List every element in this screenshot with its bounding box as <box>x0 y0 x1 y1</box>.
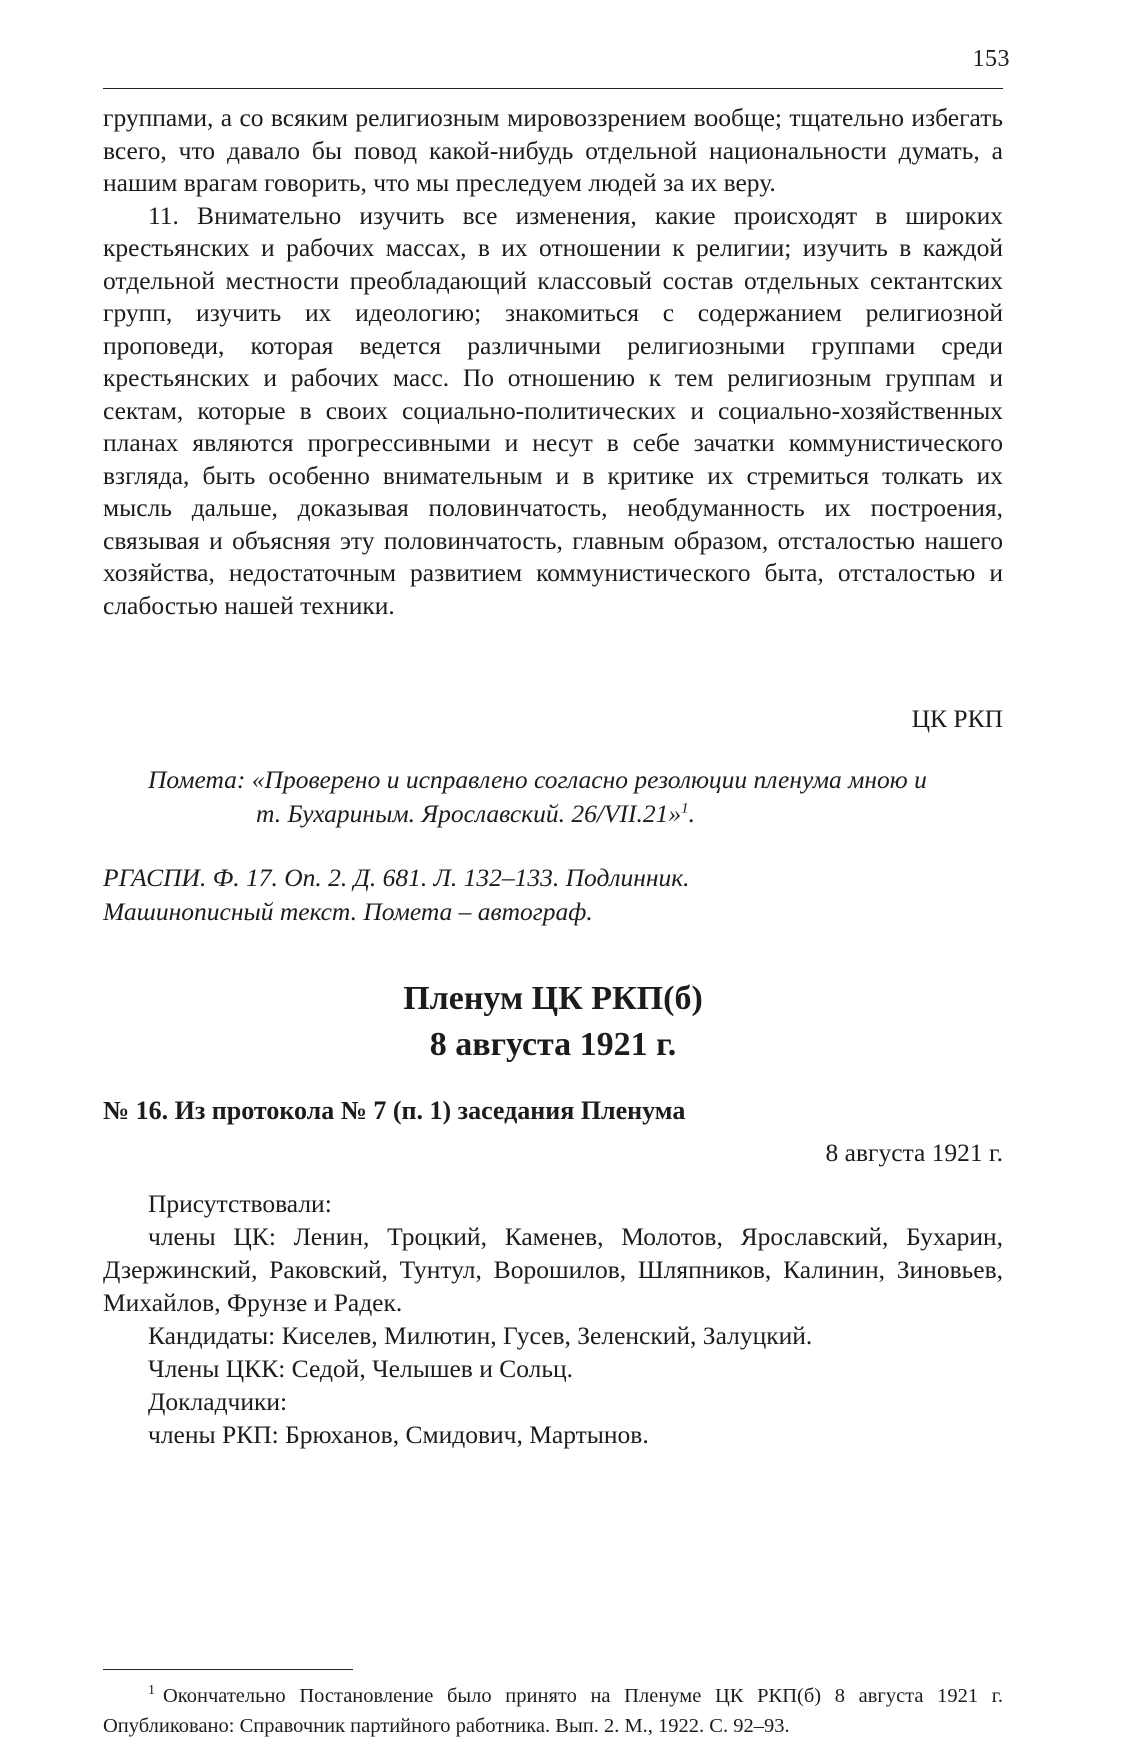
page-number: 153 <box>972 46 1010 72</box>
note-line-1: Помета: «Проверено и исправлено согласно резолюции пленума мною и <box>148 765 927 794</box>
ckk-members: Члены ЦКК: Седой, Челышев и Сольц. <box>148 1354 574 1383</box>
footnote-rule <box>103 1669 353 1670</box>
section-title <box>103 976 1003 1068</box>
footnote-reference: 1 <box>681 800 689 817</box>
section-title-line-2: 8 августа 1921 г. <box>429 1026 677 1063</box>
signature: ЦК РКП <box>911 704 1003 733</box>
present-label: Присутствовали: <box>148 1189 332 1218</box>
cc-members: члены ЦК: Ленин, Троцкий, Каменев, Молотов, Ярославский, Бухарин, Дзержинский, Раковский, Тунтул, Ворошилов, Шляпников, Калинин, Зиновьев, Михайлов, Фрунзе и Радек. <box>103 1222 1003 1317</box>
footnote-text: Окончательно Постановление было принято на Пленуме ЦК РКП(б) 8 августа 1921 г. Опубликовано: Справочник партийного работника. Вып. 2. М., 1922. С. 92–93. <box>103 1684 1003 1737</box>
rkp-members: члены РКП: Брюханов, Смидович, Мартынов. <box>148 1420 649 1449</box>
note-line-2-wrap <box>148 797 1003 831</box>
archive-reference <box>103 861 1003 929</box>
annotation-note <box>148 763 1003 831</box>
archive-line-1: РГАСПИ. Ф. 17. Оп. 2. Д. 681. Л. 132–133. Подлинник. <box>103 863 690 892</box>
section-title-line-1: Пленум ЦК РКП(б) <box>403 980 703 1017</box>
document-date: 8 августа 1921 г. <box>825 1138 1003 1167</box>
paragraph-item-11: 11. Внимательно изучить все изменения, какие происходят в широких крестьянских и рабочих массах, в их отношении к религии; изучить в каждой отдельной местности преобладающий классовый состав отдельных сектантских групп, изучить их идеологию; знакомиться с содержанием религиозной проповеди, которая ведется различными религиозными группами среди крестьянских и рабочих масс. По отношению к тем религиозным группам и сектам, которые в своих социально-политических и социально-хозяйственных планах являются прогрессивными и несут в себе зачатки коммунистического взгляда, быть особенно внимательным и в критике их стремиться толкать их мысль дальше, доказывая половинчатость, необдуманность их построения, связывая и объясняя эту половинчатость, главным образом, отсталостью нашего хозяйства, недостаточным развитием коммунистического быта, отсталостью и слабостью нашей техники. <box>103 200 1003 620</box>
speakers-label: Докладчики: <box>148 1387 288 1416</box>
footnote-number: 1 <box>148 1683 155 1698</box>
note-line-2-end: . <box>688 799 695 828</box>
candidates: Кандидаты: Киселев, Милютин, Гусев, Зеленский, Залуцкий. <box>148 1321 813 1350</box>
paragraph-continuation: группами, а со всяким религиозным мировоззрением вообще; тщательно избегать всего, что давало бы повод какой-нибудь отдельной национальности думать, а нашим врагам говорить, что мы преследуем людей за их веру. <box>103 103 1003 197</box>
footnote <box>103 1676 1003 1741</box>
attendees-list <box>103 1187 1003 1451</box>
header-rule <box>103 88 1003 89</box>
archive-line-2: Машинописный текст. Помета – автограф. <box>103 897 593 926</box>
note-line-2: т. Бухариным. Ярославский. 26/VII.21» <box>256 799 682 828</box>
body-text <box>103 102 1003 622</box>
document-heading: № 16. Из протокола № 7 (п. 1) заседания Пленума <box>103 1096 686 1125</box>
